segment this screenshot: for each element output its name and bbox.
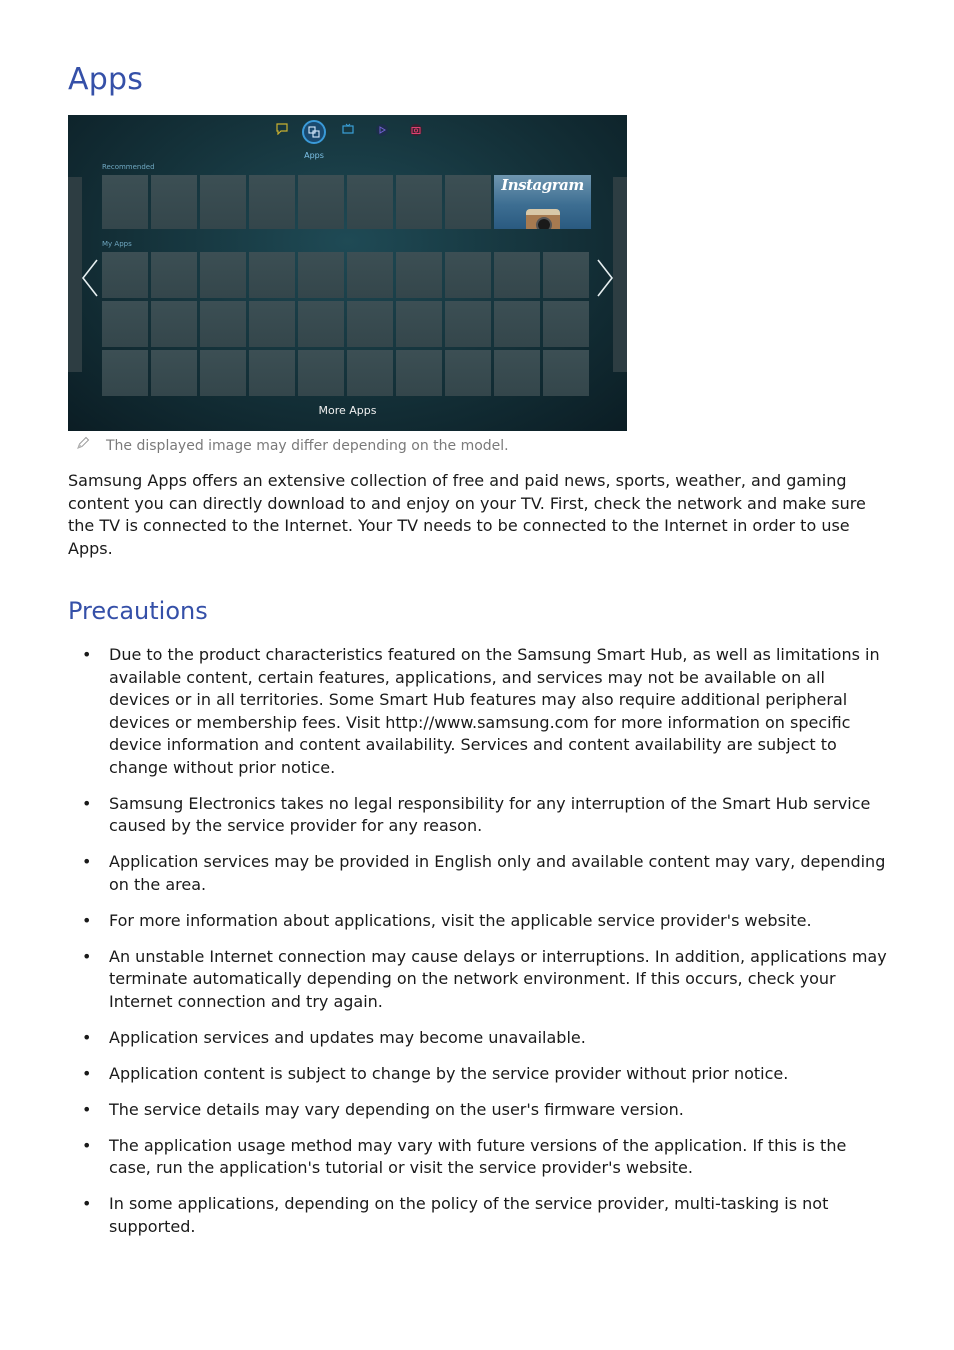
app-tile[interactable]	[396, 301, 442, 347]
app-tile[interactable]	[347, 301, 393, 347]
app-tile[interactable]	[396, 175, 442, 229]
app-tile[interactable]	[298, 301, 344, 347]
app-tile[interactable]	[200, 252, 246, 298]
app-tile[interactable]	[543, 301, 589, 347]
instagram-app-tile[interactable]	[494, 175, 591, 229]
more-apps-button[interactable]: More Apps	[318, 404, 377, 417]
app-tile[interactable]	[445, 301, 491, 347]
app-tile[interactable]	[102, 301, 148, 347]
precautions-title: Precautions	[68, 597, 208, 625]
list-item: • Due to the product characteristics featured on the Samsung Smart Hub, as well as limitations in available content, certain features, applications, and services may not be available on all devices or in all territories. Some Smart Hub features may also require additional peripheral devices or membership fees. Visit http://www.samsung.com for more information on specific device information and content availability. Services and content availability are subject to change without prior notice.	[68, 644, 890, 779]
intro-paragraph: Samsung Apps offers an extensive collection of free and paid news, sports, weather, and gaming content you can directly download to and enjoy on your TV. First, check the network and make sure the TV is connected to the Internet. Your TV needs to be connected to the Internet in order to use Apps.	[68, 471, 866, 558]
app-tile[interactable]	[543, 350, 589, 396]
list-item: • The service details may vary depending on the user's firmware version.	[68, 1099, 890, 1122]
app-tile[interactable]	[347, 175, 393, 229]
instagram-camera-icon	[526, 209, 560, 229]
instagram-logo: Instagram	[501, 176, 584, 194]
list-item: • The application usage method may vary with future versions of the application. If this is the case, run the application's tutorial or visit the service provider's website.	[68, 1135, 890, 1180]
image-note	[76, 436, 509, 454]
app-tile[interactable]	[102, 252, 148, 298]
my-apps-grid	[102, 252, 589, 396]
camera-icon[interactable]	[407, 123, 425, 141]
app-tile[interactable]	[200, 175, 246, 229]
chevron-left-icon[interactable]	[80, 258, 100, 298]
app-tile[interactable]	[347, 252, 393, 298]
app-tile[interactable]	[396, 350, 442, 396]
app-tile[interactable]	[151, 175, 197, 229]
app-tile[interactable]	[249, 350, 295, 396]
app-tile[interactable]	[151, 350, 197, 396]
app-tile[interactable]	[347, 350, 393, 396]
app-tile[interactable]	[445, 252, 491, 298]
recommended-label: Recommended	[102, 163, 155, 171]
list-item: • Application content is subject to change by the service provider without prior notice.	[68, 1063, 890, 1086]
smart-hub-screenshot	[68, 115, 627, 431]
apps-icon[interactable]	[302, 120, 326, 144]
app-tile[interactable]	[494, 301, 540, 347]
list-item: • Application services may be provided in English only and available content may vary, depending on the area.	[68, 851, 890, 896]
app-tile[interactable]	[298, 350, 344, 396]
right-side-panel	[613, 177, 627, 372]
app-tile[interactable]	[298, 175, 344, 229]
app-tile[interactable]	[102, 350, 148, 396]
play-icon[interactable]	[373, 123, 391, 141]
list-item: • Application services and updates may become unavailable.	[68, 1027, 890, 1050]
app-tile[interactable]	[494, 350, 540, 396]
page-title: Apps	[68, 62, 144, 97]
app-tile[interactable]	[151, 301, 197, 347]
chevron-right-icon[interactable]	[595, 258, 615, 298]
precautions-list	[68, 644, 890, 1252]
app-tile[interactable]	[151, 252, 197, 298]
app-tile[interactable]	[249, 175, 295, 229]
list-item: • In some applications, depending on the policy of the service provider, multi-tasking is not supported.	[68, 1193, 890, 1238]
list-item: • Samsung Electronics takes no legal responsibility for any interruption of the Smart Hub service caused by the service provider for any reason.	[68, 793, 890, 838]
app-tile[interactable]	[298, 252, 344, 298]
app-tile[interactable]	[200, 301, 246, 347]
app-tile[interactable]	[494, 252, 540, 298]
app-tile[interactable]	[249, 301, 295, 347]
app-tile[interactable]	[396, 252, 442, 298]
recommended-grid	[102, 175, 591, 229]
nav-label-apps: Apps	[304, 151, 324, 160]
app-tile[interactable]	[445, 175, 491, 229]
note-text: The displayed image may differ depending on the model.	[106, 438, 509, 454]
app-tile[interactable]	[445, 350, 491, 396]
my-apps-label: My Apps	[102, 240, 132, 248]
app-tile[interactable]	[102, 175, 148, 229]
app-tile[interactable]	[543, 252, 589, 298]
tv-icon[interactable]	[339, 123, 357, 141]
chat-icon[interactable]	[273, 123, 291, 141]
smart-hub-nav	[68, 121, 627, 161]
pencil-icon	[76, 436, 94, 454]
list-item: • For more information about applications, visit the applicable service provider's website.	[68, 910, 890, 933]
app-tile[interactable]	[200, 350, 246, 396]
app-tile[interactable]	[249, 252, 295, 298]
list-item: • An unstable Internet connection may cause delays or interruptions. In addition, applications may terminate automatically depending on the network environment. If this occurs, check your Internet connection and try again.	[68, 946, 890, 1014]
